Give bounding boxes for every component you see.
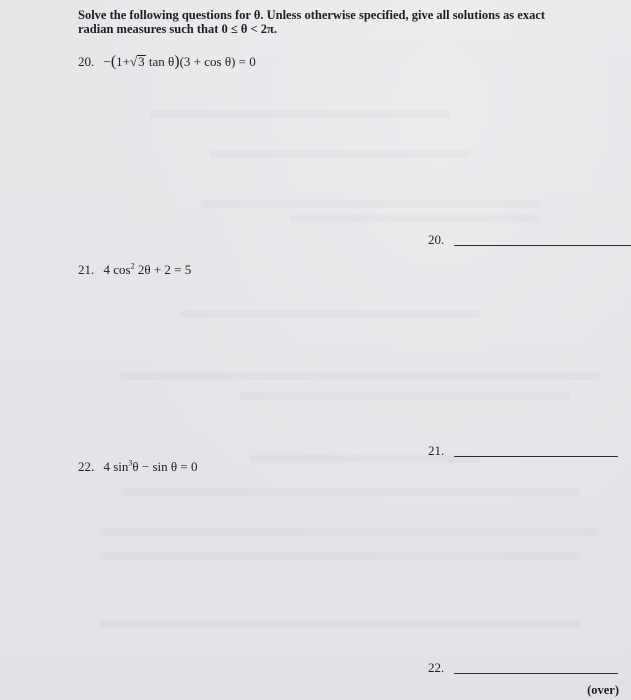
open-paren: ( (110, 53, 117, 70)
instructions-line-2: radian measures such that 0 ≤ θ < 2π. (78, 22, 278, 36)
answer-20 (428, 232, 631, 248)
over-note: (over) (587, 683, 619, 697)
one-plus: 1+ (116, 54, 131, 69)
question-number: 21. (78, 262, 95, 277)
close-paren: ) (174, 53, 180, 70)
question-20 (78, 54, 256, 70)
bleed-through-mark (100, 552, 580, 560)
expression-part-b: θ − sin θ = 0 (132, 459, 198, 474)
bleed-through-mark (180, 310, 480, 318)
answer-label: 22. (428, 660, 445, 675)
answer-blank[interactable] (454, 455, 618, 457)
answer-blank[interactable] (454, 672, 618, 674)
exponent: 3 (128, 458, 133, 468)
exponent: 2 (130, 261, 135, 271)
answer-blank[interactable] (454, 244, 631, 246)
bleed-through-mark (100, 528, 600, 536)
expression-part-a: 4 cos (103, 262, 131, 277)
question-number: 20. (78, 54, 95, 69)
bleed-through-mark (120, 488, 580, 496)
radicand: 3 (138, 54, 145, 69)
expression-part-a: 4 sin (103, 459, 129, 474)
answer-21 (428, 443, 618, 459)
bleed-through-mark (200, 200, 540, 208)
instructions-line-1: Solve the following questions for θ. Unless otherwise specified, give all solutions as exact (78, 8, 546, 22)
bleed-through-mark (240, 392, 570, 400)
negation-sign: − (103, 54, 111, 69)
answer-label: 20. (428, 232, 445, 247)
question-number: 22. (78, 459, 95, 474)
bleed-through-mark (150, 110, 450, 118)
bleed-through-mark (120, 372, 600, 380)
second-factor: (3 + cos θ) = 0 (179, 54, 256, 69)
answer-label: 21. (428, 443, 445, 458)
tan-term: tan θ (148, 54, 175, 69)
question-21 (78, 262, 191, 278)
instructions (78, 8, 608, 36)
bleed-through-mark (290, 215, 540, 223)
answer-22 (428, 660, 618, 676)
radical-sign: √ (130, 54, 138, 69)
question-22 (78, 459, 197, 475)
bleed-through-mark (210, 150, 470, 158)
expression-part-b: 2θ + 2 = 5 (134, 262, 192, 277)
bleed-through-mark (100, 620, 580, 628)
